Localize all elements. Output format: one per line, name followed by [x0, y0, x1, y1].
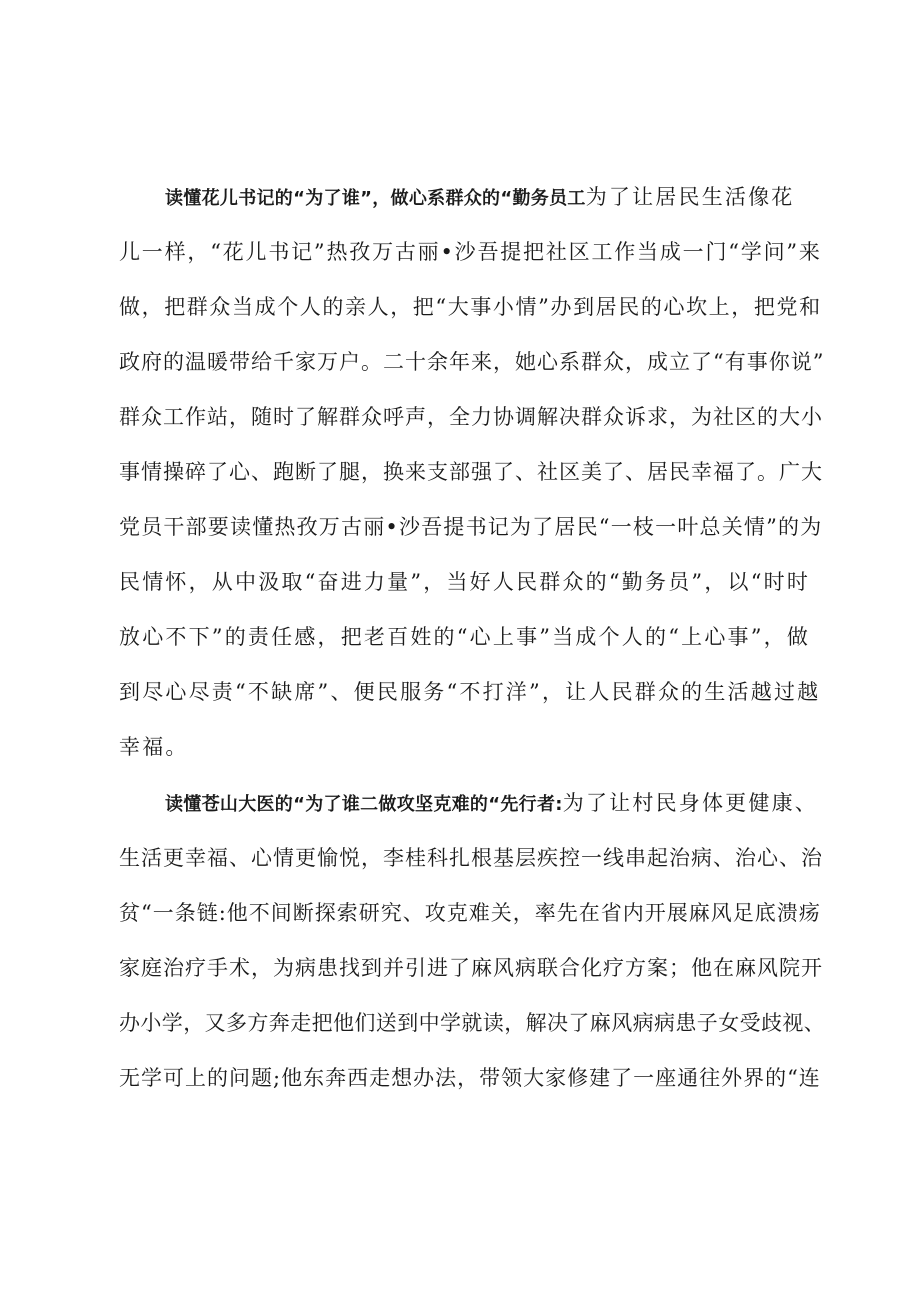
- paragraph-2-line-3: 贫“一条链:他不间断探索研究、攻克难关，率先在省内开展麻风足底溃疡: [119, 901, 821, 925]
- paragraph-1-line-6: 事情操碎了心、跑断了腿，换来支部强了、社区美了、居民幸福了。广大: [119, 460, 823, 484]
- paragraph-1-line-8: 民情怀，从中汲取“奋进力量”，当好人民群众的“勤务员”，以“时时: [119, 570, 811, 594]
- paragraph-1-line-7: 党员干部要读懂热孜万古丽•沙吾提书记为了居民“一枝一叶总关情”的为: [119, 515, 823, 539]
- paragraph-1-line-3: 做，把群众当成个人的亲人，把“大事小情”办到居民的心坎上，把党和: [119, 295, 822, 319]
- paragraph-1-lead: 读懂花儿书记的“为了谁”，做心系群众的“勤务员工: [165, 188, 586, 209]
- paragraph-2-lead: 读懂苍山大医的“为了谁二做攻坚克难的“先行者:: [165, 794, 563, 815]
- paragraph-1-line-5: 群众工作站，随时了解群众呼声，全力协调解决群众诉求，为社区的大小: [119, 405, 823, 429]
- paragraph-1-line-4: 政府的温暖带给千家万户。二十余年来，她心系群众，成立了“有事你说”: [119, 350, 825, 374]
- paragraph-1-line-2: 儿一样，“花儿书记”热孜万古丽•沙吾提把社区工作当成一门“学问”来: [119, 240, 822, 264]
- paragraph-2-line-2: 生活更幸福、心情更愉悦，李桂科扎根基层疾控一线串起治病、治心、治: [119, 846, 823, 870]
- paragraph-2-line-1: [165, 788, 818, 818]
- paragraph-1-line-10: 到尽心尽责“不缺席”、便民服务“不打洋”，让人民群众的生活越过越: [119, 680, 821, 704]
- paragraph-1-first-rest: 为了让居民生活像花: [585, 185, 795, 209]
- paragraph-2-line-5: 办小学，又多方奔走把他们送到中学就读，解决了麻风病病患子女受歧视、: [119, 1011, 826, 1035]
- paragraph-1-line-9: 放心不下”的责任感，把老百姓的“心上事”当成个人的“上心事”，做: [119, 625, 811, 649]
- paragraph-2-line-6: 无学可上的问题;他东奔西走想办法，带领大家修建了一座通往外界的“连: [119, 1066, 821, 1090]
- paragraph-2-first-rest: 为了让村民身体更健康、: [562, 791, 818, 815]
- paragraph-2-line-4: 家庭治疗手术，为病患找到并引进了麻风病联合化疗方案；他在麻风院开: [119, 956, 823, 980]
- paragraph-1-line-1: [165, 182, 795, 212]
- paragraph-1-line-11: 幸福。: [119, 735, 189, 759]
